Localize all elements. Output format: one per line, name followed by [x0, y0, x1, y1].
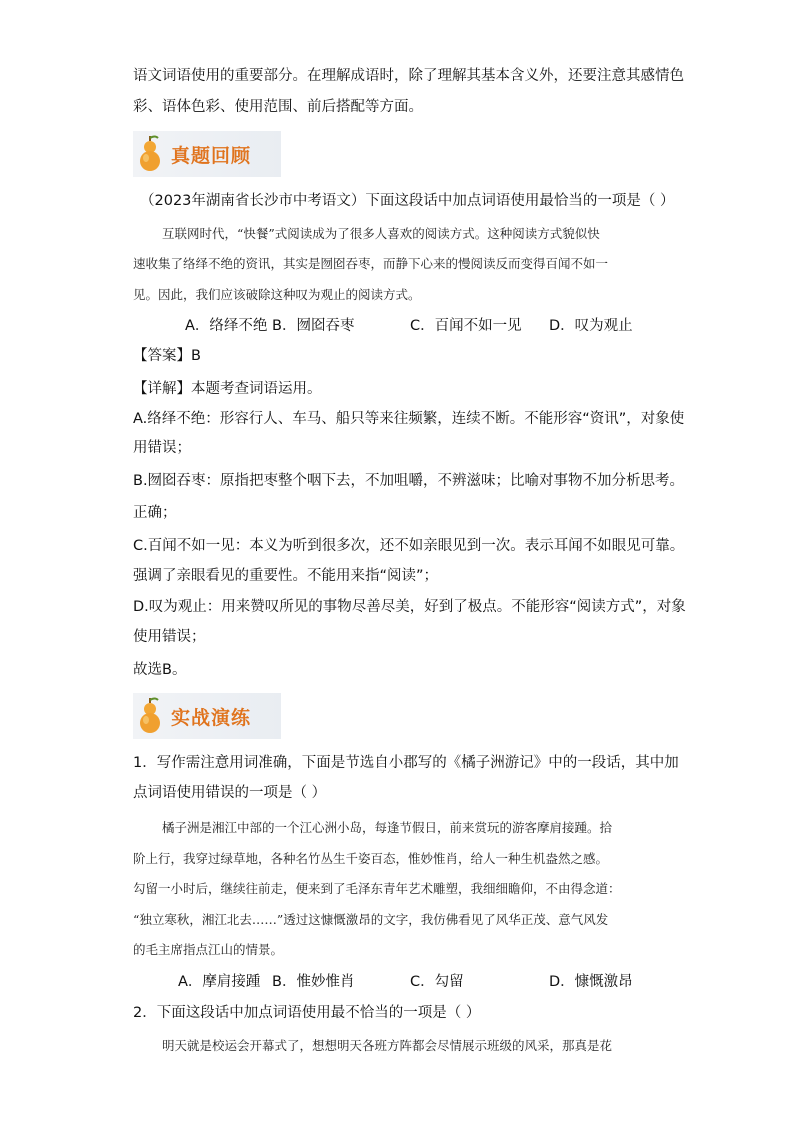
- option-ab: A．络绎不绝 B．囫囵吞枣: [185, 318, 355, 334]
- explain-line-9: 使用错误；: [133, 629, 206, 645]
- section-title: 真题回顾: [171, 144, 252, 167]
- q2-line: 2．下面这段话中加点词语使用最不恰当的一项是（ ）: [133, 1005, 481, 1021]
- explain-line-8: D.叹为观止：用来赞叹所见的事物尽善尽美，好到了极点。不能形容“阅读方式”，对象: [133, 599, 686, 615]
- explain-line-1: 【详解】本题考查词语运用。: [133, 381, 322, 397]
- intro-line-2: 彩、语体色彩、使用范围、前后搭配等方面。: [133, 99, 423, 115]
- explain-line-6: C.百闻不如一见：本义为听到很多次，还不如亲眼见到一次。表示耳闻不如眼见可靠。: [133, 538, 685, 554]
- passage-line-1: 互联网时代，“快餐”式阅读成为了很多人喜欢的阅读方式。这种阅读方式貌似快: [162, 226, 600, 241]
- passage-line-2: 速收集了络绎不绝的资讯，其实是囫囵吞枣，而静下心来的慢阅读反而变得百闻不如一: [133, 256, 609, 271]
- q1-line-2: 点词语使用错误的一项是（ ）: [133, 785, 327, 801]
- q1-option-a: A．摩肩接踵: [178, 974, 261, 990]
- explain-line-10: 故选B。: [133, 662, 187, 678]
- options-row: [0, 316, 794, 336]
- section-banner-zhenti: [133, 131, 281, 177]
- q1-option-d: D．慷慨激昂: [549, 974, 633, 990]
- q2-passage-1: 明天就是校运会开幕式了，想想明天各班方阵都会尽情展示班级的风采，那真是花: [162, 1038, 613, 1053]
- explain-line-4: B.囫囵吞枣：原指把枣整个咽下去，不加咀嚼，不辨滋味；比喻对事物不加分析思考。: [133, 473, 685, 489]
- explain-line-3: 用错误；: [133, 440, 191, 456]
- q1-passage-1: 橘子洲是湘江中部的一个江心洲小岛，每逢节假日，前来赏玩的游客摩肩接踵。拾: [162, 820, 613, 835]
- explain-line-7: 强调了亲眼看见的重要性。不能用来指“阅读”；: [133, 568, 439, 584]
- q1-options-row: [0, 972, 794, 992]
- q1-passage-5: 的毛主席指点江山的情景。: [133, 942, 284, 957]
- q1-option-b: B．惟妙惟肖: [272, 974, 355, 990]
- q1-passage-2: 阶上行，我穿过绿草地，各种名竹丛生千姿百态，惟妙惟肖，给人一种生机盎然之感。: [133, 851, 609, 866]
- q1-passage-3: 勾留一小时后，继续往前走，便来到了毛泽东青年艺术雕塑，我细细瞻仰，不由得念道：: [133, 881, 621, 896]
- gourd-icon: [135, 696, 165, 736]
- q1-option-c: C．勾留: [410, 974, 464, 990]
- option-d: D．叹为观止: [549, 318, 633, 334]
- intro-line-1: 语文词语使用的重要部分。在理解成语时，除了理解其基本含义外，还要注意其感情色: [133, 68, 684, 84]
- passage-line-3: 见。因此，我们应该破除这种叹为观止的阅读方式。: [133, 287, 421, 302]
- option-c: C．百闻不如一见: [410, 318, 522, 334]
- section-banner-shizhan: [133, 693, 281, 739]
- section-title: 实战演练: [171, 706, 252, 729]
- explain-line-2: A.络绎不绝：形容行人、车马、船只等来往频繁，连续不断。不能形容“资讯”，对象使: [133, 411, 685, 427]
- question-stem: （2023年湖南省长沙市中考语文）下面这段话中加点词语使用最恰当的一项是（ ）: [140, 193, 675, 209]
- gourd-icon: [135, 134, 165, 174]
- answer: 【答案】B: [133, 348, 201, 364]
- q1-passage-4: “独立寒秋，湘江北去……”透过这慷慨激昂的文字，我仿佛看见了风华正茂、意气风发: [133, 912, 609, 927]
- explain-line-5: 正确；: [133, 505, 177, 521]
- q1-line-1: 1．写作需注意用词准确，下面是节选自小郡写的《橘子洲游记》中的一段话，其中加: [133, 755, 679, 771]
